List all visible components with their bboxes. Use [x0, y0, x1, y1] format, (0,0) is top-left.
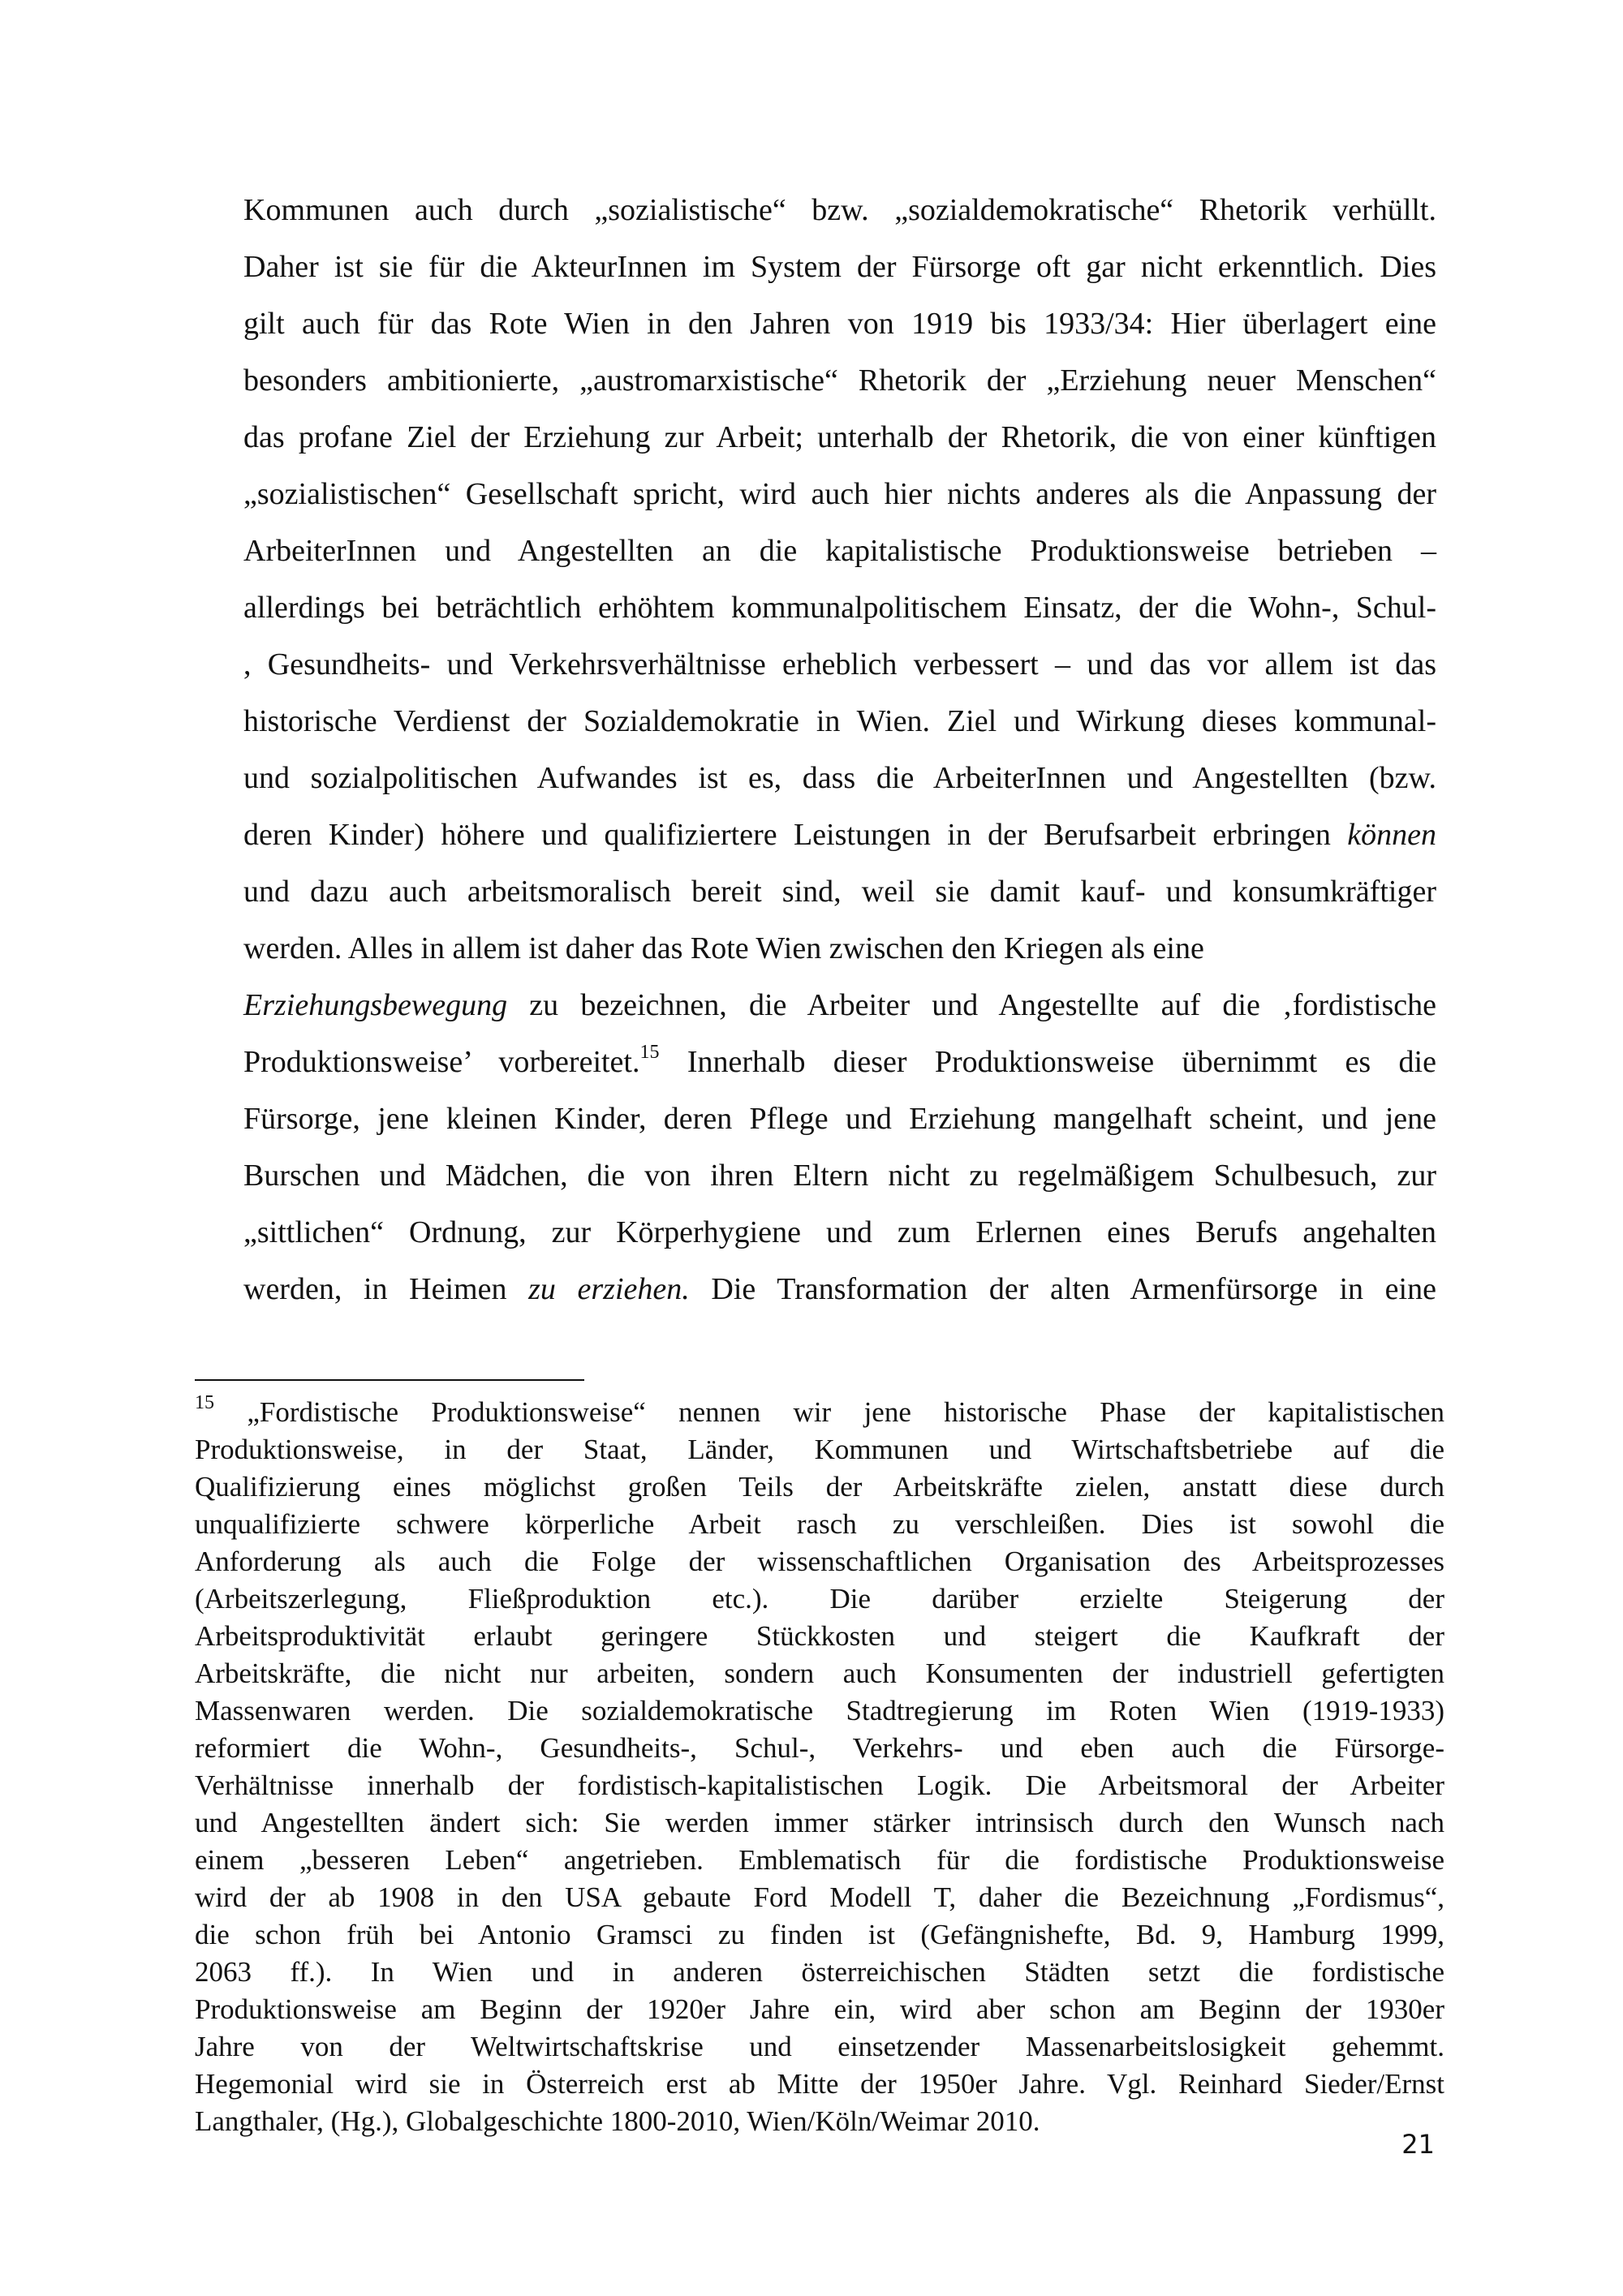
footnote-line: reformiert die Wohn-, Gesundheits-, Schul-, Verkehrs- und eben auch die Fürsorge-: [195, 1732, 1444, 1764]
footnote-line: (Arbeitszerlegung, Fließproduktion etc.). Die darüber erzielte Steigerung der: [195, 1583, 1444, 1615]
body-text-run: zu bezeichnen, die Arbeiter und Angestellte auf die ‚fordistische: [507, 988, 1436, 1022]
footnote-line: Qualifizierung eines möglichst großen Teils der Arbeitskräfte zielen, anstatt diese durch: [195, 1471, 1444, 1503]
footnote-line: Langthaler, (Hg.), Globalgeschichte 1800-2010, Wien/Köln/Weimar 2010.: [195, 2105, 1040, 2137]
body-line: Fürsorge, jene kleinen Kinder, deren Pflege und Erziehung mangelhaft scheint, und jene: [243, 1102, 1436, 1136]
footnote-text-run: „Fordistische Produktionsweise“ nennen wir jene historische Phase der kapitalistischen: [214, 1396, 1444, 1428]
emphasis-erziehungsbewegung: Erziehungsbewegung: [243, 988, 508, 1022]
footnote-line: unqualifizierte schwere körperliche Arbeit rasch zu verschleißen. Dies ist sowohl die: [195, 1508, 1444, 1540]
body-text-run: werden, in Heimen: [243, 1272, 529, 1306]
body-line: allerdings bei beträchtlich erhöhtem kommunalpolitischem Einsatz, der die Wohn-, Schul-: [243, 591, 1436, 625]
body-line: [243, 806, 1436, 863]
footnote-line: einem „besseren Leben“ angetrieben. Emblematisch für die fordistische Produktionsweise: [195, 1844, 1444, 1876]
body-text-run: Die Transformation der alten Armenfürsorge in eine: [689, 1272, 1436, 1306]
page-number: 21: [1401, 2129, 1435, 2160]
footnote-line: Produktionsweise, in der Staat, Länder, Kommunen und Wirtschaftsbetriebe auf die: [195, 1434, 1444, 1465]
body-line: historische Verdienst der Sozialdemokratie in Wien. Ziel und Wirkung dieses kommunal-: [243, 704, 1436, 738]
body-line: „sittlichen“ Ordnung, zur Körperhygiene und zum Erlernen eines Berufs angehalten: [243, 1215, 1436, 1249]
emphasis-zu-erziehen: zu erziehen.: [528, 1272, 690, 1306]
footnote-line: 2063 ff.). In Wien und in anderen österreichischen Städten setzt die fordistische: [195, 1956, 1444, 1988]
body-line: Kommunen auch durch „sozialistische“ bzw. „sozialdemokratische“ Rhetorik verhüllt.: [243, 193, 1436, 227]
body-line: Burschen und Mädchen, die von ihren Eltern nicht zu regelmäßigem Schulbesuch, zur: [243, 1159, 1436, 1193]
body-line: gilt auch für das Rote Wien in den Jahren von 1919 bis 1933/34: Hier überlagert eine: [243, 307, 1436, 341]
footnote-line: [195, 1394, 1444, 1431]
body-line: das profane Ziel der Erziehung zur Arbeit; unterhalb der Rhetorik, die von einer künftigen: [243, 420, 1436, 454]
body-line: „sozialistischen“ Gesellschaft spricht, wird auch hier nichts anderes als die Anpassung der: [243, 477, 1436, 511]
body-line: [243, 1261, 1436, 1318]
footnote-line: Produktionsweise am Beginn der 1920er Jahre ein, wird aber schon am Beginn der 1930er: [195, 1993, 1444, 2025]
body-line: Daher ist sie für die AkteurInnen im System der Fürsorge oft gar nicht erkenntlich. Dies: [243, 250, 1436, 284]
footnote-line: Massenwaren werden. Die sozialdemokratische Stadtregierung im Roten Wien (1919-1933): [195, 1695, 1444, 1726]
body-line: , Gesundheits- und Verkehrsverhältnisse erheblich verbessert – und das vor allem ist das: [243, 647, 1436, 681]
body-line: und dazu auch arbeitsmoralisch bereit sind, weil sie damit kauf- und konsumkräftiger: [243, 875, 1436, 909]
footnote-line: Jahre von der Weltwirtschaftskrise und einsetzender Massenarbeitslosigkeit gehemmt.: [195, 2031, 1444, 2062]
body-text-run: Innerhalb dieser Produktionsweise übernimmt es die: [659, 1045, 1436, 1079]
body-text-run: deren Kinder) höhere und qualifiziertere Leistungen in der Berufsarbeit erbringen: [243, 818, 1348, 852]
body-line: und sozialpolitischen Aufwandes ist es, dass die ArbeiterInnen und Angestellten (bzw.: [243, 761, 1436, 795]
footnote-line: Arbeitskräfte, die nicht nur arbeiten, sondern auch Konsumenten der industriell gefertigten: [195, 1658, 1444, 1689]
body-line: besonders ambitionierte, „austromarxistische“ Rhetorik der „Erziehung neuer Menschen“: [243, 363, 1436, 398]
emphasis-koennen: können: [1347, 818, 1436, 852]
footnote-line: Arbeitsproduktivität erlaubt geringere Stückkosten und steigert die Kaufkraft der: [195, 1620, 1444, 1652]
footnote-line: wird der ab 1908 in den USA gebaute Ford Modell T, daher die Bezeichnung „Fordismus“,: [195, 1881, 1444, 1913]
body-line: [243, 1034, 1436, 1090]
footnote-line: und Angestellten ändert sich: Sie werden immer stärker intrinsisch durch den Wunsch nach: [195, 1807, 1444, 1838]
body-line: [243, 977, 1436, 1034]
footnote-line: Anforderung als auch die Folge der wissenschaftlichen Organisation des Arbeitsprozesses: [195, 1546, 1444, 1577]
body-line: werden. Alles in allem ist daher das Rote Wien zwischen den Kriegen als eine: [243, 931, 1204, 965]
footnote-reference[interactable]: 15: [639, 1042, 660, 1064]
footnote-15: [195, 1394, 1444, 2140]
body-line: ArbeiterInnen und Angestellten an die kapitalistische Produktionsweise betrieben –: [243, 534, 1436, 568]
footnote-number: 15: [195, 1392, 214, 1414]
footnote-line: Hegemonial wird sie in Österreich erst ab Mitte der 1950er Jahre. Vgl. Reinhard Sieder/Ernst: [195, 2068, 1444, 2100]
main-text: [243, 182, 1436, 1318]
footnote-line: Verhältnisse innerhalb der fordistisch-kapitalistischen Logik. Die Arbeitsmoral der Arbeiter: [195, 1769, 1444, 1801]
footnote-line: die schon früh bei Antonio Gramsci zu finden ist (Gefängnishefte, Bd. 9, Hamburg 1999,: [195, 1919, 1444, 1950]
body-text-run: Produktionsweise’ vorbereitet.: [243, 1045, 640, 1079]
footnote-separator: [195, 1379, 584, 1381]
